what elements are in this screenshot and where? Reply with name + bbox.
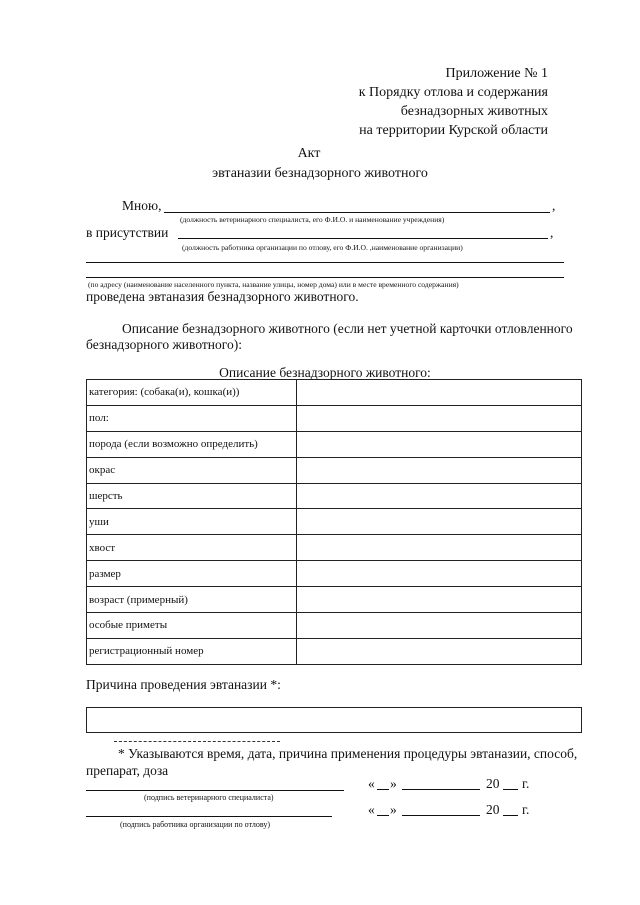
conducted-text: проведена эвтаназия безнадзорного животного. xyxy=(86,289,359,304)
vet-date-year-line[interactable] xyxy=(503,789,518,790)
row-label-marks: особые приметы xyxy=(87,613,297,639)
reason-label: Причина проведения эвтаназии *: xyxy=(86,677,281,692)
row-label-color: окрас xyxy=(87,457,297,483)
address-line-1[interactable] xyxy=(86,262,564,263)
table-row xyxy=(87,431,582,457)
address-hint: (по адресу (наименование населенного пункта, название улицы, номер дома) или в месте временного содержания) xyxy=(88,280,459,289)
catcher-date-open-quote: « xyxy=(368,802,375,817)
description-intro-line-2: безнадзорного животного): xyxy=(86,337,242,352)
vet-date xyxy=(368,776,543,794)
appendix-line-1: Приложение № 1 xyxy=(445,66,548,81)
row-value-size[interactable] xyxy=(297,561,582,587)
table-row xyxy=(87,613,582,639)
table-row xyxy=(87,561,582,587)
catcher-date-year-suffix: г. xyxy=(522,802,530,817)
row-label-ears: уши xyxy=(87,509,297,535)
footnote-separator xyxy=(114,741,280,742)
address-line-2[interactable] xyxy=(86,277,564,278)
by-label: Мною, xyxy=(122,198,162,213)
row-label-category: категория: (собака(и), кошка(и)) xyxy=(87,380,297,406)
catcher-date xyxy=(368,802,543,820)
row-label-coat: шерсть xyxy=(87,483,297,509)
row-label-tail: хвост xyxy=(87,535,297,561)
row-value-regnum[interactable] xyxy=(297,638,582,664)
row-value-ears[interactable] xyxy=(297,509,582,535)
presence-end: , xyxy=(550,225,554,240)
table-row xyxy=(87,483,582,509)
table-row xyxy=(87,457,582,483)
vet-signature-line[interactable] xyxy=(86,790,344,791)
row-label-size: размер xyxy=(87,561,297,587)
catcher-date-day-line[interactable] xyxy=(377,815,389,816)
table-row xyxy=(87,587,582,613)
table-row xyxy=(87,380,582,406)
appendix-line-2: к Порядку отлова и содержания xyxy=(358,85,548,100)
catcher-date-year-prefix: 20 xyxy=(486,802,500,817)
vet-date-year-prefix: 20 xyxy=(486,776,500,791)
row-label-regnum: регистрационный номер xyxy=(87,638,297,664)
table-row xyxy=(87,405,582,431)
row-value-coat[interactable] xyxy=(297,483,582,509)
footnote-line-1: * Указываются время, дата, причина применения процедуры эвтаназии, способ, xyxy=(118,746,578,761)
row-value-marks[interactable] xyxy=(297,613,582,639)
row-label-age: возраст (примерный) xyxy=(87,587,297,613)
catcher-signature-hint: (подпись работника организации по отлову) xyxy=(120,820,271,829)
vet-date-year-suffix: г. xyxy=(522,776,530,791)
table-caption: Описание безнадзорного животного: xyxy=(219,365,431,380)
row-label-sex: пол: xyxy=(87,405,297,431)
row-label-breed: порода (если возможно определить) xyxy=(87,431,297,457)
footnote-line-2: препарат, доза xyxy=(86,763,169,778)
vet-date-month-line[interactable] xyxy=(402,789,480,790)
presence-field-line[interactable] xyxy=(178,238,548,239)
description-intro-line-1: Описание безнадзорного животного (если нет учетной карточки отловленного xyxy=(122,321,573,336)
presence-hint: (должность работника организации по отлову, его Ф.И.О. ,наименование организации) xyxy=(182,243,463,252)
by-hint: (должность ветеринарного специалиста, его Ф.И.О. и наименование учреждения) xyxy=(180,215,445,224)
catcher-date-month-line[interactable] xyxy=(402,815,480,816)
by-field-line[interactable] xyxy=(164,212,550,213)
row-value-tail[interactable] xyxy=(297,535,582,561)
appendix-line-4: на территории Курской области xyxy=(359,123,548,138)
document-title xyxy=(0,146,640,182)
catcher-date-year-line[interactable] xyxy=(503,815,518,816)
catcher-date-close-quote: » xyxy=(390,802,397,817)
catcher-signature-line[interactable] xyxy=(86,816,332,817)
vet-signature-hint: (подпись ветеринарного специалиста) xyxy=(144,793,274,802)
row-value-age[interactable] xyxy=(297,587,582,613)
title-line-2: эвтаназии безнадзорного животного xyxy=(212,166,428,181)
row-value-color[interactable] xyxy=(297,457,582,483)
table-row xyxy=(87,535,582,561)
appendix-line-3: безнадзорных животных xyxy=(400,104,548,119)
description-table xyxy=(86,379,582,665)
vet-date-day-line[interactable] xyxy=(377,789,389,790)
by-end: , xyxy=(552,198,556,213)
title-line-1: Акт xyxy=(297,146,321,161)
reason-input-box[interactable] xyxy=(86,707,582,733)
row-value-sex[interactable] xyxy=(297,405,582,431)
appendix-block xyxy=(359,64,548,140)
vet-date-close-quote: » xyxy=(390,776,397,791)
vet-date-open-quote: « xyxy=(368,776,375,791)
row-value-category[interactable] xyxy=(297,380,582,406)
row-value-breed[interactable] xyxy=(297,431,582,457)
table-row xyxy=(87,638,582,664)
table-row xyxy=(87,509,582,535)
presence-label: в присутствии xyxy=(86,225,169,240)
